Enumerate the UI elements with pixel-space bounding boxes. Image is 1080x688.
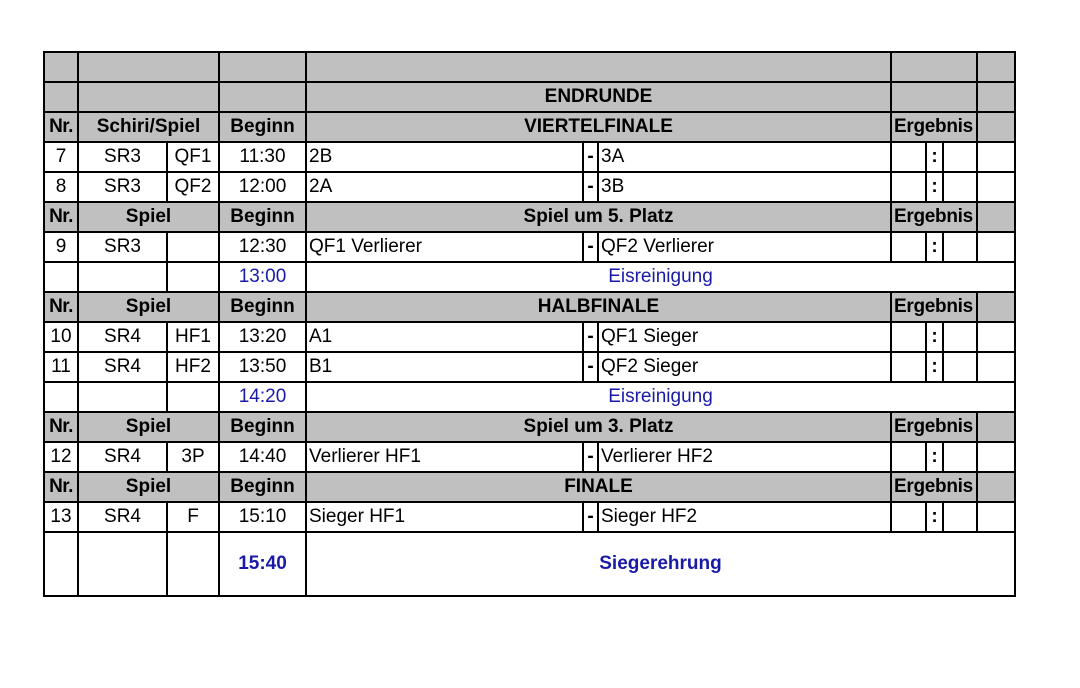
game-code: 3P (167, 442, 219, 472)
home-team: A1 (306, 322, 583, 352)
beginn-header: Beginn (219, 472, 306, 502)
ceremony-time: 15:40 (219, 532, 306, 596)
game-row (44, 442, 1015, 472)
game-code: HF2 (167, 352, 219, 382)
home-team: Verlierer HF1 (306, 442, 583, 472)
break-label: Eisreinigung (306, 262, 1015, 292)
empty-cell (78, 82, 219, 112)
score-separator: : (926, 502, 943, 532)
empty-cell (977, 322, 1015, 352)
section-header-row (44, 112, 1015, 142)
score-separator: : (926, 172, 943, 202)
spiel-header: Spiel (78, 202, 219, 232)
game-referee: SR4 (78, 352, 167, 382)
away-team: QF2 Sieger (598, 352, 891, 382)
break-time: 13:00 (219, 262, 306, 292)
empty-cell (44, 52, 78, 82)
score-separator: : (926, 322, 943, 352)
break-row (44, 262, 1015, 292)
game-referee: SR4 (78, 502, 167, 532)
game-referee: SR3 (78, 142, 167, 172)
game-number: 12 (44, 442, 78, 472)
score-separator: : (926, 142, 943, 172)
game-code: HF1 (167, 322, 219, 352)
home-team: 2B (306, 142, 583, 172)
empty-cell (977, 472, 1015, 502)
ergebnis-header: Ergebnis (891, 202, 977, 232)
nr-header: Nr. (44, 412, 78, 442)
away-team: QF1 Sieger (598, 322, 891, 352)
empty-cell (44, 532, 78, 596)
home-team: Sieger HF1 (306, 502, 583, 532)
nr-header: Nr. (44, 112, 78, 142)
empty-cell (219, 82, 306, 112)
section-header-row (44, 412, 1015, 442)
game-row (44, 232, 1015, 262)
empty-cell (78, 382, 167, 412)
game-time: 12:00 (219, 172, 306, 202)
nr-header: Nr. (44, 472, 78, 502)
empty-cell (891, 52, 977, 82)
game-number: 9 (44, 232, 78, 262)
home-team: B1 (306, 352, 583, 382)
section-title-platz5: Spiel um 5. Platz (306, 202, 891, 232)
section-title-platz3: Spiel um 3. Platz (306, 412, 891, 442)
away-score-field[interactable] (943, 232, 977, 262)
home-score-field[interactable] (891, 442, 926, 472)
home-score-field[interactable] (891, 352, 926, 382)
home-score-field[interactable] (891, 322, 926, 352)
beginn-header: Beginn (219, 202, 306, 232)
ergebnis-header: Ergebnis (891, 472, 977, 502)
vs-separator: - (583, 322, 598, 352)
empty-cell (977, 52, 1015, 82)
beginn-header: Beginn (219, 412, 306, 442)
empty-cell (977, 142, 1015, 172)
away-score-field[interactable] (943, 172, 977, 202)
empty-cell (44, 382, 78, 412)
spiel-header: Spiel (78, 412, 219, 442)
tournament-schedule-table (43, 51, 1016, 597)
ergebnis-header: Ergebnis (891, 412, 977, 442)
home-score-field[interactable] (891, 232, 926, 262)
home-team: QF1 Verlierer (306, 232, 583, 262)
break-time: 14:20 (219, 382, 306, 412)
empty-cell (167, 262, 219, 292)
empty-cell (167, 382, 219, 412)
away-team: QF2 Verlierer (598, 232, 891, 262)
game-code: QF2 (167, 172, 219, 202)
game-time: 11:30 (219, 142, 306, 172)
empty-cell (977, 202, 1015, 232)
game-number: 7 (44, 142, 78, 172)
game-number: 10 (44, 322, 78, 352)
section-header-row (44, 292, 1015, 322)
home-score-field[interactable] (891, 142, 926, 172)
game-time: 15:10 (219, 502, 306, 532)
away-team: 3A (598, 142, 891, 172)
empty-cell (44, 82, 78, 112)
spiel-header: Spiel (78, 292, 219, 322)
game-number: 13 (44, 502, 78, 532)
away-team: Verlierer HF2 (598, 442, 891, 472)
empty-cell (219, 52, 306, 82)
vs-separator: - (583, 172, 598, 202)
empty-cell (78, 52, 219, 82)
ceremony-label: Siegerehrung (306, 532, 1015, 596)
section-header-row (44, 472, 1015, 502)
game-time: 13:20 (219, 322, 306, 352)
empty-cell (977, 352, 1015, 382)
game-code: QF1 (167, 142, 219, 172)
away-team: 3B (598, 172, 891, 202)
away-score-field[interactable] (943, 442, 977, 472)
game-code: F (167, 502, 219, 532)
section-title-finale: FINALE (306, 472, 891, 502)
empty-cell (891, 82, 977, 112)
schiri-spiel-header: Schiri/Spiel (78, 112, 219, 142)
vs-separator: - (583, 142, 598, 172)
game-time: 14:40 (219, 442, 306, 472)
game-time: 13:50 (219, 352, 306, 382)
vs-separator: - (583, 502, 598, 532)
spiel-header: Spiel (78, 472, 219, 502)
break-row (44, 382, 1015, 412)
score-separator: : (926, 232, 943, 262)
away-score-field[interactable] (943, 142, 977, 172)
ceremony-row (44, 532, 1015, 596)
game-referee: SR4 (78, 442, 167, 472)
score-separator: : (926, 352, 943, 382)
empty-cell (977, 82, 1015, 112)
game-number: 11 (44, 352, 78, 382)
vs-separator: - (583, 352, 598, 382)
ergebnis-header: Ergebnis (891, 112, 977, 142)
home-score-field[interactable] (891, 502, 926, 532)
break-label: Eisreinigung (306, 382, 1015, 412)
empty-cell (167, 532, 219, 596)
empty-cell (977, 502, 1015, 532)
game-row (44, 352, 1015, 382)
game-row (44, 172, 1015, 202)
nr-header: Nr. (44, 292, 78, 322)
empty-cell (977, 232, 1015, 262)
empty-cell (977, 442, 1015, 472)
beginn-header: Beginn (219, 292, 306, 322)
empty-cell (44, 262, 78, 292)
section-title-endrunde: ENDRUNDE (306, 82, 891, 112)
empty-cell (306, 52, 891, 82)
away-team: Sieger HF2 (598, 502, 891, 532)
game-time: 12:30 (219, 232, 306, 262)
game-row (44, 142, 1015, 172)
empty-cell (977, 112, 1015, 142)
table-row (44, 52, 1015, 82)
score-separator: : (926, 442, 943, 472)
empty-cell (78, 262, 167, 292)
away-score-field[interactable] (943, 352, 977, 382)
game-row (44, 502, 1015, 532)
beginn-header: Beginn (219, 112, 306, 142)
section-header-row (44, 202, 1015, 232)
game-referee: SR3 (78, 232, 167, 262)
home-score-field[interactable] (891, 172, 926, 202)
home-team: 2A (306, 172, 583, 202)
table-row (44, 82, 1015, 112)
game-referee: SR4 (78, 322, 167, 352)
away-score-field[interactable] (943, 322, 977, 352)
empty-cell (977, 172, 1015, 202)
empty-cell (977, 292, 1015, 322)
section-title-halbfinale: HALBFINALE (306, 292, 891, 322)
nr-header: Nr. (44, 202, 78, 232)
game-row (44, 322, 1015, 352)
away-score-field[interactable] (943, 502, 977, 532)
game-code (167, 232, 219, 262)
game-referee: SR3 (78, 172, 167, 202)
vs-separator: - (583, 232, 598, 262)
empty-cell (78, 532, 167, 596)
empty-cell (977, 412, 1015, 442)
section-title-viertelfinale: VIERTELFINALE (306, 112, 891, 142)
ergebnis-header: Ergebnis (891, 292, 977, 322)
vs-separator: - (583, 442, 598, 472)
game-number: 8 (44, 172, 78, 202)
